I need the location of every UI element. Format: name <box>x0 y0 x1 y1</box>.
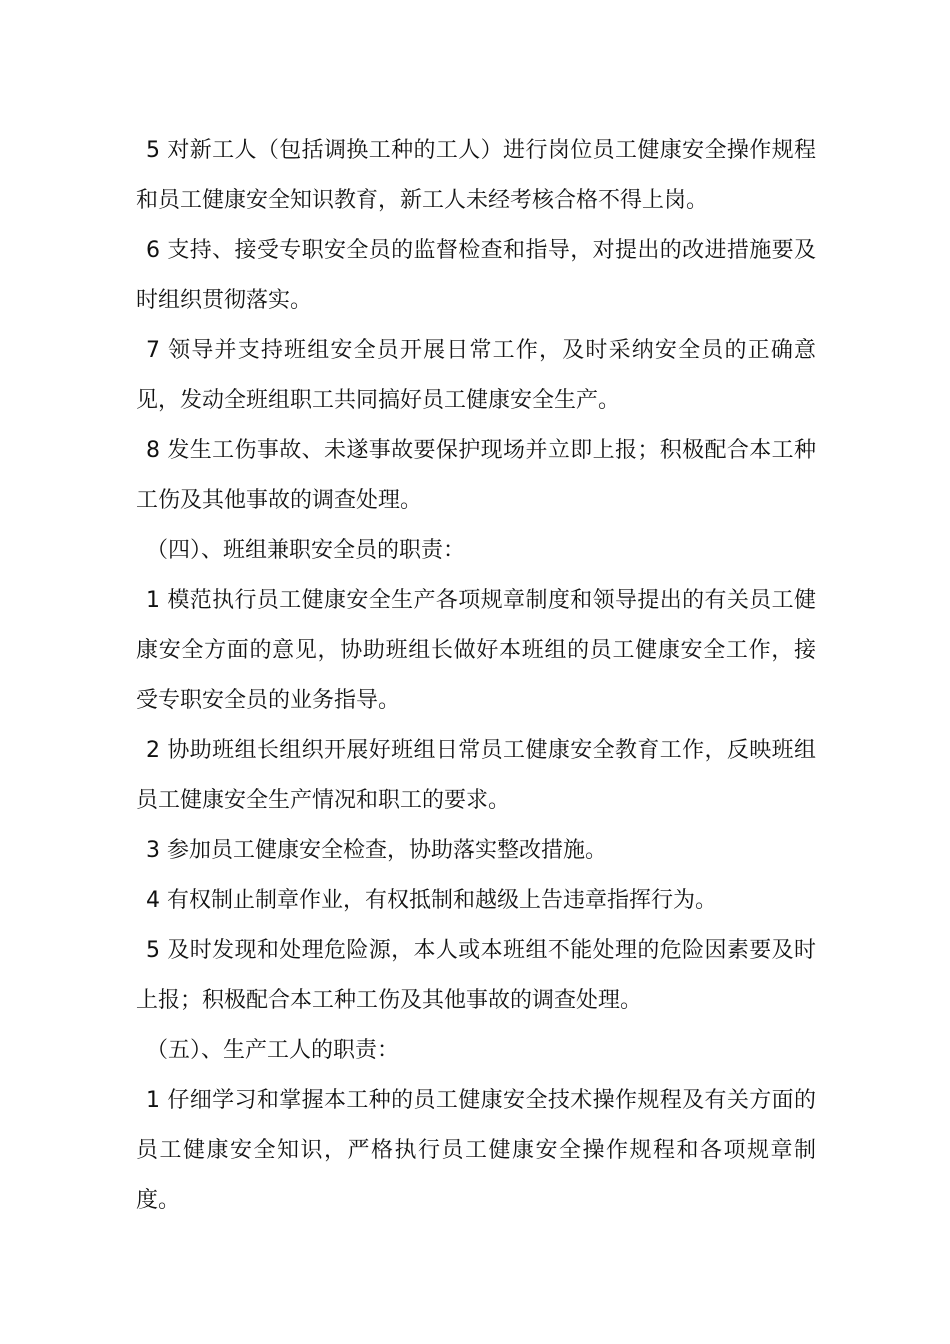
paragraph-item-1-model-execution: 1 模范执行员工健康安全生产各项规章制度和领导提出的有关员工健康安全方面的意见，协助班组长做好本班组的员工健康安全工作，接受专职安全员的业务指导。 <box>136 588 816 713</box>
paragraph-item-7-lead-safety-officer: 7 领导并支持班组安全员开展日常工作，及时采纳安全员的正确意见，发动全班组职工共同搞好员工健康安全生产。 <box>136 338 816 413</box>
paragraph-item-4-stop-violations: 4 有权制止制章作业，有权抵制和越级上告违章指挥行为。 <box>146 888 717 913</box>
document-body <box>136 126 816 1226</box>
paragraph-item-8-accident-report: 8 发生工伤事故、未遂事故要保护现场并立即上报；积极配合本工种工伤及其他事故的调查处理。 <box>136 438 816 513</box>
paragraph-item-5-hazard-handling: 5 及时发现和处理危险源，本人或本班组不能处理的危险因素要及时上报；积极配合本工种工伤及其他事故的调查处理。 <box>136 938 816 1013</box>
paragraph-item-5-new-worker-training: 5 对新工人（包括调换工种的工人）进行岗位员工健康安全操作规程和员工健康安全知识教育，新工人未经考核合格不得上岗。 <box>136 138 816 213</box>
paragraph-item-6-support-inspection: 6 支持、接受专职安全员的监督检查和指导，对提出的改进措施要及时组织贯彻落实。 <box>136 238 816 313</box>
section-heading-5-production-worker: （五）、生产工人的职责： <box>146 1038 400 1063</box>
paragraph-item-3-safety-inspection: 3 参加员工健康安全检查，协助落实整改措施。 <box>146 838 607 863</box>
section-heading-4-team-safety-officer: （四）、班组兼职安全员的职责： <box>146 538 466 563</box>
paragraph-item-1-learn-procedures: 1 仔细学习和掌握本工种的员工健康安全技术操作规程及有关方面的员工健康安全知识，严格执行员工健康安全操作规程和各项规章制度。 <box>136 1088 816 1213</box>
paragraph-item-2-assist-education: 2 协助班组长组织开展好班组日常员工健康安全教育工作，反映班组员工健康安全生产情况和职工的要求。 <box>136 738 816 813</box>
